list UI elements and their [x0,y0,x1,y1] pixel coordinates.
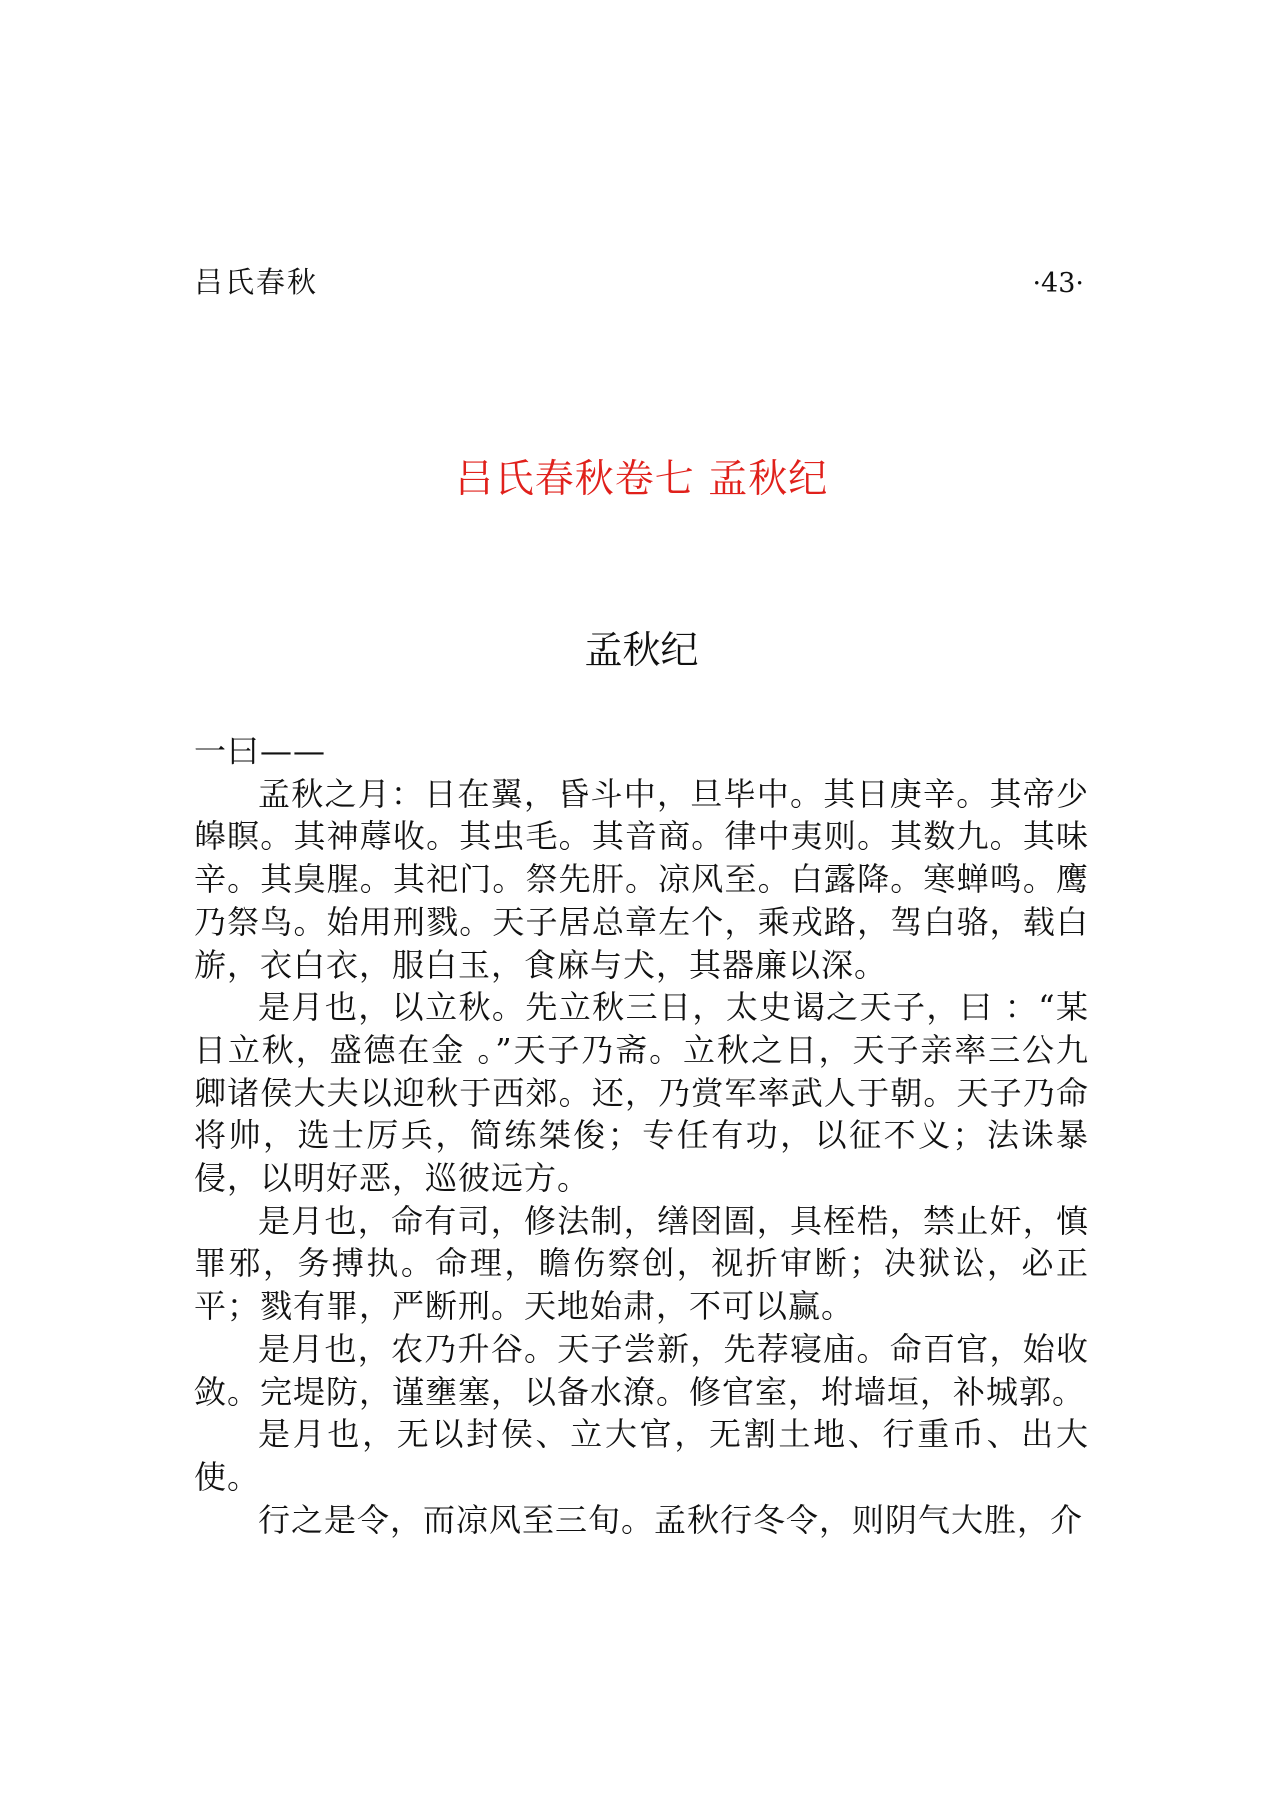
page-number: ·43· [1032,268,1084,299]
volume-title: 吕氏春秋卷七 孟秋纪 [454,457,829,502]
paragraph: 孟秋之月：日在翼，昏斗中，旦毕中。其日庚辛。其帝少皞瞑。其神蓐收。其虫毛。其音商。律中夷则。其数九。其味辛。其臭腥。其祀门。祭先肝。凉风至。白露降。寒蝉鸣。鹰乃祭鸟。始用刑戮。天子居总章左个，乘戎路，驾白骆，载白旂，衣白衣，服白玉，食麻与犬，其器廉以深。 [194,774,1089,984]
paragraph: 行之是令，而凉风至三旬。孟秋行冬令，则阴气大胜，介 [258,1500,1084,1539]
running-header-book-title: 吕氏春秋 [194,265,319,299]
paragraph: 是月也，农乃升谷。天子尝新，先荐寝庙。命百官，始收敛。完堤防，谨壅塞，以备水潦。修官室，坿墙垣，补城郭。 [194,1329,1089,1411]
body-text [194,730,1089,1541]
paragraph: 是月也，无以封侯、立大官，无割土地、行重币、出大使。 [194,1415,1089,1496]
section-label: 一曰—— [194,732,327,770]
paragraph: 是月也，命有司，修法制，缮囹圄，具桎梏，禁止奸，慎罪邪，务搏执。命理，瞻伤察创，视折审断；决狱讼，必正平；戮有罪，严断刑。天地始肃，不可以赢。 [194,1201,1089,1326]
chapter-title: 孟秋纪 [584,628,699,672]
paragraph: 是月也，以立秋。先立秋三日，太史谒之天子，曰 ：“某日立秋，盛德在金 。”天子乃斋。立秋之日，天子亲率三公九卿诸侯大夫以迎秋于西郊。还，乃赏军率武人于朝。天子乃命将帅，选士厉兵，简练桀俊；专任有功，以征不义；法诛暴侵，以明好恶，巡彼远方。 [194,988,1089,1198]
